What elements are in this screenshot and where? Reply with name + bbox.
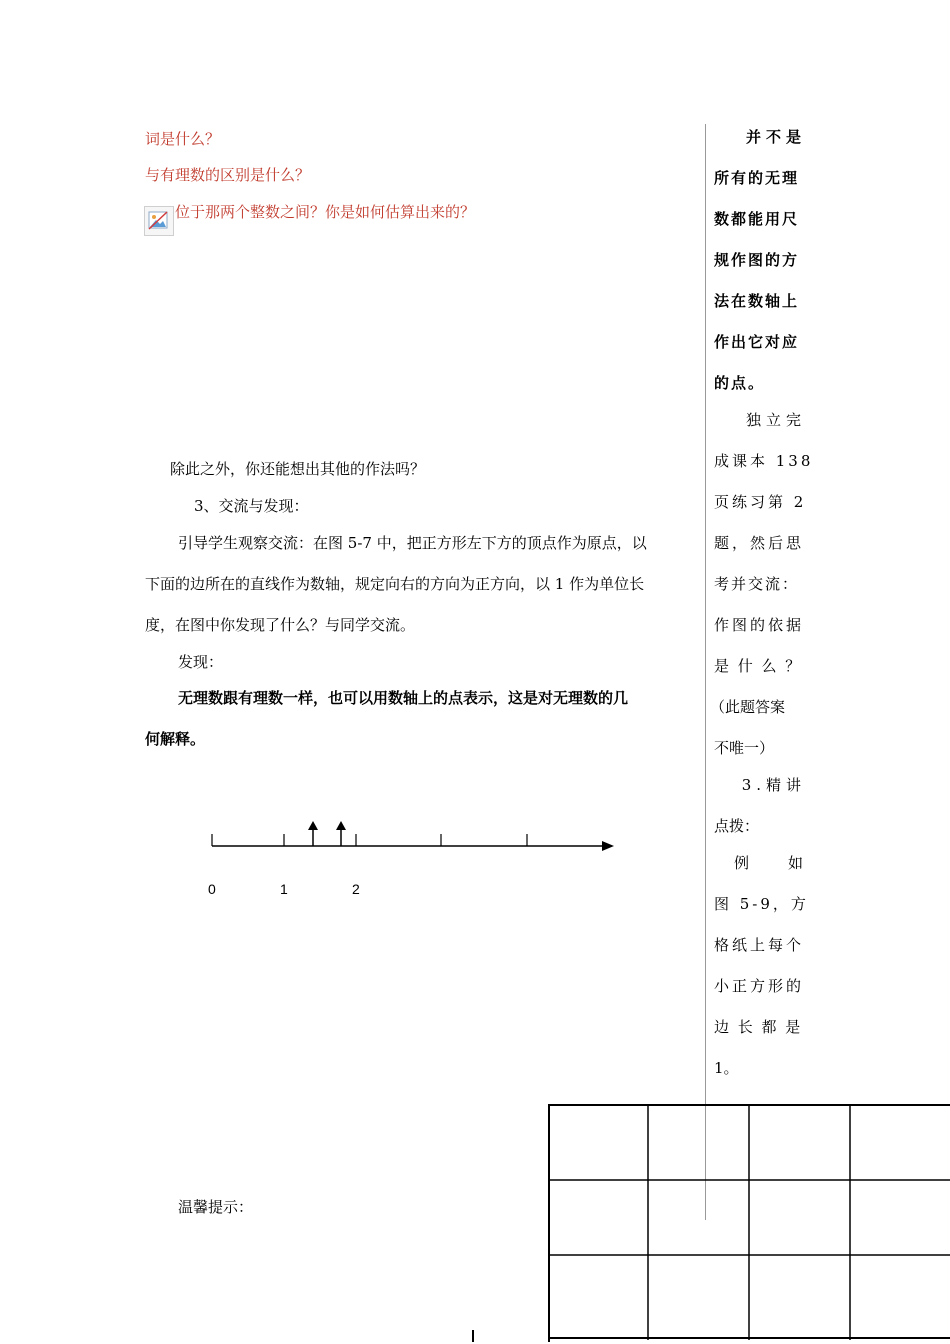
question-2: 与有理数的区别是什么？ bbox=[145, 166, 311, 184]
discovery-label: 发现： bbox=[178, 653, 224, 671]
note-line-2: 所有的无理 bbox=[714, 169, 800, 187]
exercise-line-5: 考并交流： bbox=[714, 575, 800, 593]
exercise-line-3: 页练习第 2 bbox=[714, 493, 807, 511]
exercise-line-2: 成课本 138 bbox=[714, 452, 814, 470]
section-heading: 3、交流与发现： bbox=[194, 497, 309, 515]
axis-arrowhead bbox=[602, 841, 614, 851]
note-line-5: 法在数轴上 bbox=[714, 292, 800, 310]
note-line-7: 的点。 bbox=[714, 374, 766, 392]
note-line-3: 数都能用尺 bbox=[714, 210, 800, 228]
point-arrow-2-head bbox=[336, 821, 346, 830]
grid-paper bbox=[548, 1104, 950, 1342]
exercise-line-7: 是 什 么 ？ bbox=[714, 657, 803, 675]
axis-label-1: 1 bbox=[280, 881, 288, 897]
lecture-line-1: 3.精讲 bbox=[741, 776, 806, 794]
point-arrow-1-head bbox=[308, 821, 318, 830]
note-line-4: 规作图的方 bbox=[714, 251, 800, 269]
axis-label-2: 2 bbox=[352, 881, 360, 897]
other-method-text: 除此之外，你还能想出其他的作法吗？ bbox=[170, 460, 426, 478]
conclusion-line-1: 无理数跟有理数一样，也可以用数轴上的点表示，这是对无理数的几 bbox=[178, 689, 629, 707]
tip-label: 温馨提示： bbox=[178, 1198, 254, 1216]
number-line-figure bbox=[200, 815, 630, 905]
note-line-1: 并不是 bbox=[745, 128, 806, 146]
example-line-2: 图 5-9，方 bbox=[714, 895, 809, 913]
conclusion-line-2: 何解释。 bbox=[145, 730, 206, 748]
note-line-6: 作出它对应 bbox=[714, 333, 800, 351]
guide-line-2: 下面的边所在的直线作为数轴，规定向右的方向为正方向，以 1 作为单位长 bbox=[145, 575, 645, 593]
exercise-line-9: 不唯一） bbox=[714, 739, 775, 757]
lecture-line-2: 点拨： bbox=[714, 817, 760, 835]
example-line-4: 小正方形的 bbox=[714, 977, 805, 995]
example-line-5: 边 长 都 是 bbox=[714, 1018, 803, 1036]
example-line-3: 格纸上每个 bbox=[714, 936, 805, 954]
column-divider bbox=[705, 124, 706, 1220]
grid-lines bbox=[548, 1104, 950, 1340]
guide-line-1: 引导学生观察交流：在图 5-7 中，把正方形左下方的顶点作为原点，以 bbox=[178, 534, 647, 552]
exercise-line-6: 作图的依据 bbox=[714, 616, 805, 634]
question-3: 位于那两个整数之间？你是如何估算出来的？ bbox=[175, 203, 476, 221]
example-line-6: 1。 bbox=[714, 1059, 739, 1077]
page-break-mark bbox=[472, 1330, 474, 1342]
guide-line-3: 度，在图中你发现了什么？与同学交流。 bbox=[145, 616, 416, 634]
exercise-line-8: （此题答案 bbox=[710, 698, 786, 716]
broken-image-icon bbox=[144, 206, 174, 236]
example-line-1: 例 如 bbox=[733, 854, 806, 872]
axis-label-0: 0 bbox=[208, 881, 216, 897]
exercise-line-4: 题，然后思 bbox=[714, 534, 805, 552]
exercise-line-1: 独立完 bbox=[745, 411, 806, 429]
question-1: 词是什么？ bbox=[145, 130, 221, 148]
